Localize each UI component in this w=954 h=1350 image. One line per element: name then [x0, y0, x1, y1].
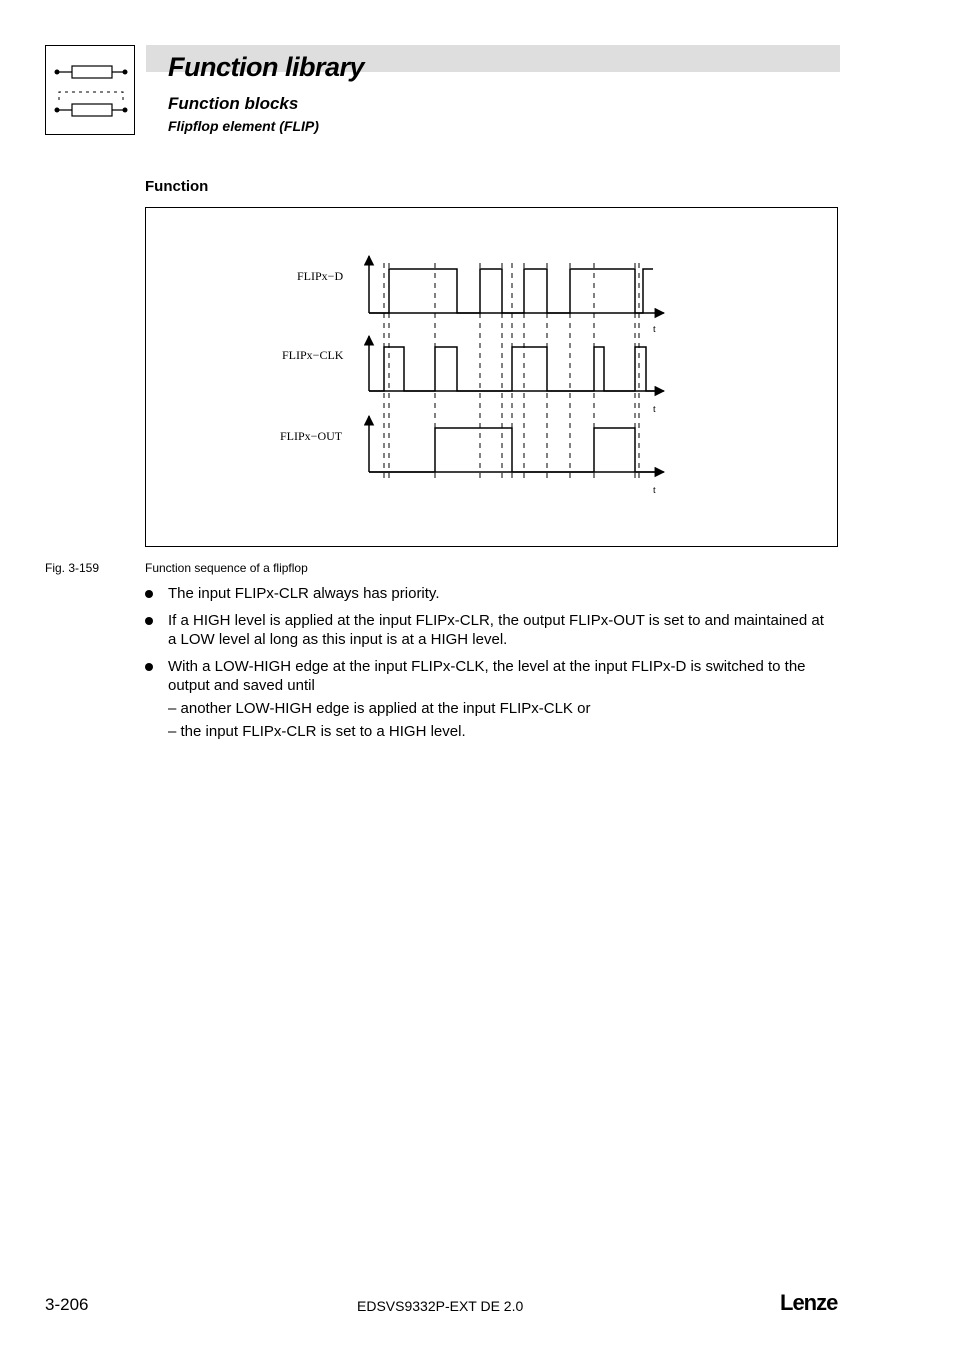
signal-out-waveform: [369, 428, 658, 472]
sub-list: [168, 699, 835, 741]
figure-caption: Function sequence of a flipflop: [145, 561, 308, 575]
signal-out-label: FLIPx−OUT: [280, 429, 343, 443]
signal-clk-waveform: [369, 347, 658, 391]
signal-clk: [282, 336, 664, 415]
page-title: Function library: [168, 52, 365, 82]
signal-d-waveform: [369, 269, 653, 313]
page-subtitle: Function blocks: [168, 94, 299, 113]
timing-diagram: [145, 207, 838, 547]
page-subsubtitle: Flipflop element (FLIP): [168, 118, 319, 134]
signal-clk-time-label: t: [653, 404, 656, 415]
bullet-dot-icon: [145, 617, 153, 625]
bullet-dot-icon: [145, 663, 153, 671]
page-number: 3-206: [45, 1295, 89, 1314]
list-item: [145, 657, 835, 741]
signal-d-label: FLIPx−D: [297, 269, 344, 283]
sub-list-item: – the input FLIPx-CLR is set to a HIGH level.: [168, 723, 466, 740]
document-id: EDSVS9332P-EXT DE 2.0: [357, 1298, 524, 1314]
signal-clk-label: FLIPx−CLK: [282, 348, 344, 362]
bullet-dot-icon: [145, 590, 153, 598]
signal-out-time-label: t: [653, 485, 656, 496]
list-item: [145, 584, 835, 603]
function-block-icon: [45, 45, 135, 135]
signal-out: [280, 416, 664, 496]
figure-number: Fig. 3-159: [45, 561, 100, 575]
list-item-text: With a LOW-HIGH edge at the input FLIPx-CLK, the level at the input FLIPx-D is switched to the output and saved until: [168, 658, 806, 694]
list-item-text: The input FLIPx-CLR always has priority.: [168, 585, 440, 602]
sub-list-item: – another LOW-HIGH edge is applied at the input FLIPx-CLK or: [168, 700, 591, 717]
signal-d-time-label: t: [653, 324, 656, 335]
list-item: [145, 611, 835, 649]
bullet-list: [145, 584, 835, 749]
section-heading: Function: [145, 178, 209, 195]
list-item-text: If a HIGH level is applied at the input FLIPx-CLR, the output FLIPx-OUT is set to and maintained at a LOW level al long as this input is at a HIGH level.: [168, 612, 824, 648]
brand-logo: Lenze: [780, 1290, 838, 1315]
